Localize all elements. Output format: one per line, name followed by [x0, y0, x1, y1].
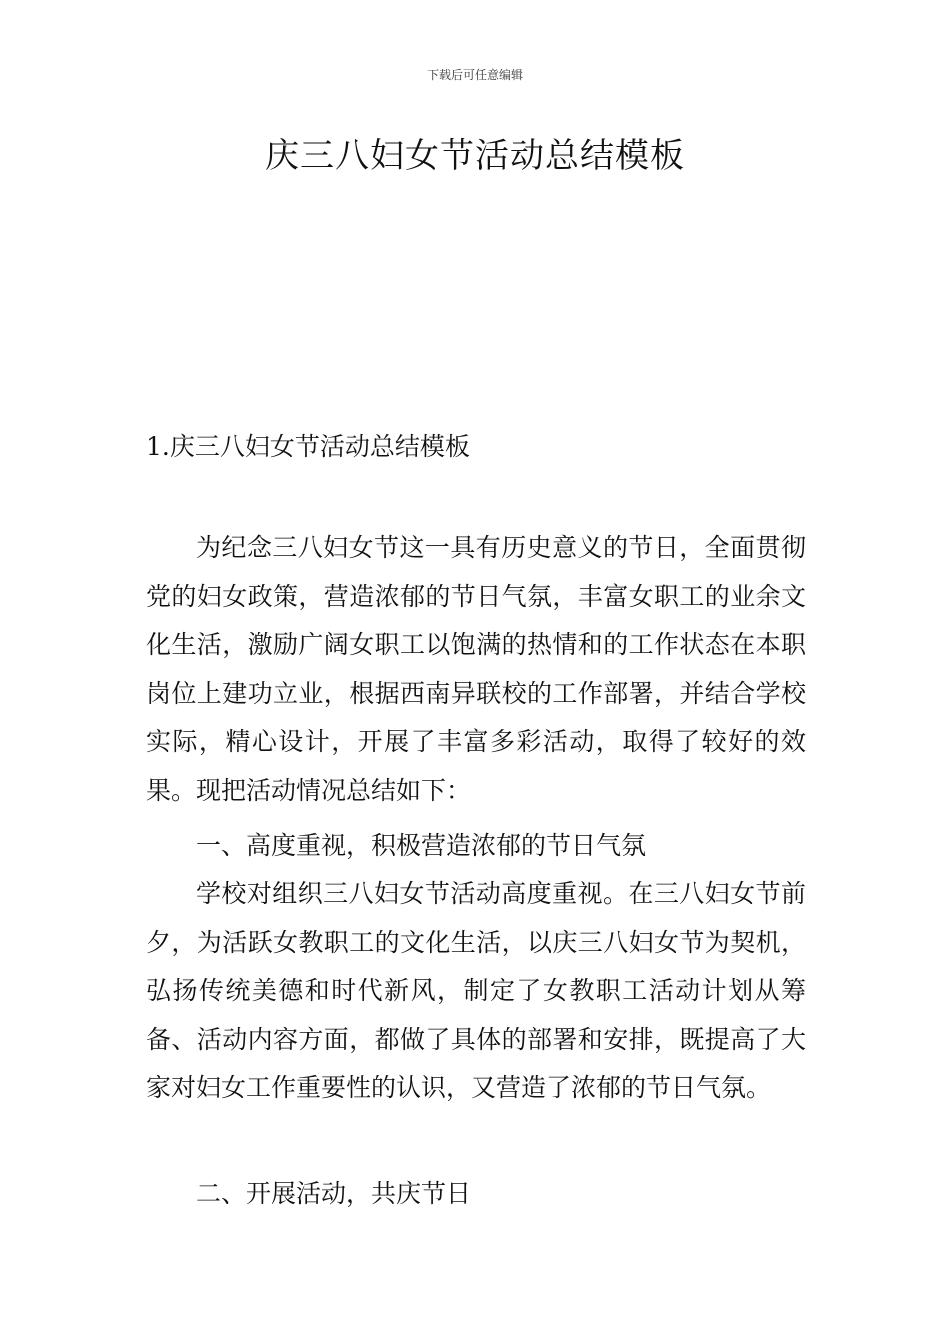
header-note: 下载后可任意编辑: [426, 68, 523, 82]
body-paragraph-intro: 为纪念三八妇女节这一具有历史意义的节日，全面贯彻党的妇女政策，营造浓郁的节日气氛，丰富女职工的业余文化生活，激励广阔女职工以饱满的热情和的工作状态在本职岗位上建功立业，根据西南异联校的工作部署，并结合学校实际，精心设计，开展了丰富多彩活动，取得了较好的效果。现把活动情况总结如下：: [146, 533, 806, 805]
document-title: 庆三八妇女节活动总结模板: [265, 136, 685, 176]
subheading-two: 二、开展活动，共庆节日: [196, 1179, 472, 1208]
body-paragraph-one: 学校对组织三八妇女节活动高度重视。在三八妇女节前夕，为活跃女教职工的文化生活，以庆三八妇女节为契机，弘扬传统美德和时代新风，制定了女教职工活动计划从筹备、活动内容方面，都做了具体的部署和安排，既提高了大家对妇女工作重要性的认识，又营造了浓郁的节日气氛。: [146, 879, 806, 1102]
section-heading: 1.庆三八妇女节活动总结模板: [146, 432, 470, 461]
subheading-one: 一、高度重视，积极营造浓郁的节日气氛: [196, 831, 647, 860]
